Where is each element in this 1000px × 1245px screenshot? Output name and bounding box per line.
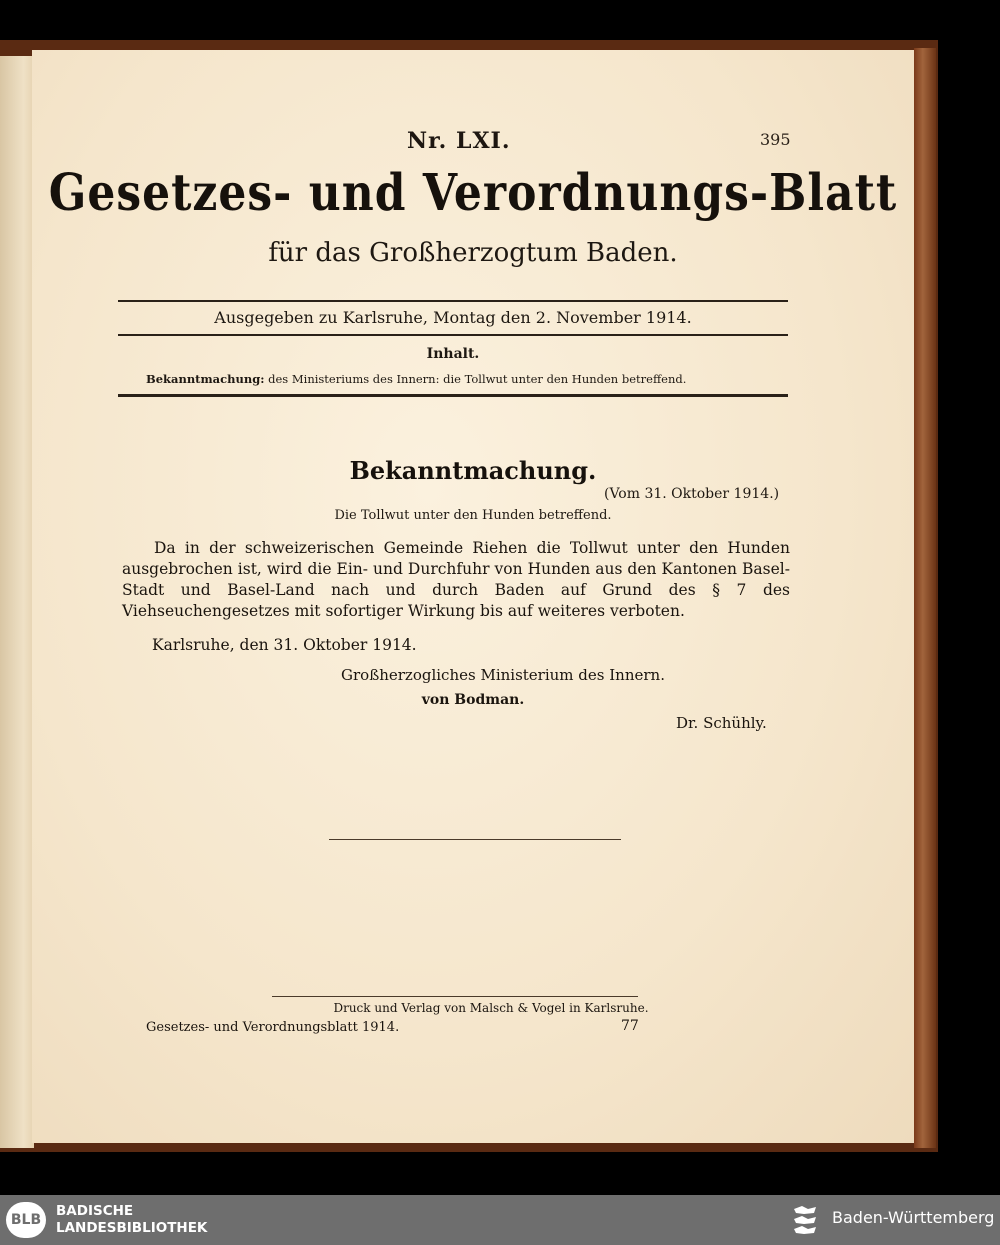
previous-page-edge bbox=[0, 56, 34, 1148]
divider bbox=[118, 300, 788, 302]
contents-text: des Ministeriums des Innern: die Tollwut unter den Hunden betreffend. bbox=[268, 372, 687, 386]
notice-heading: Bekanntmachung. bbox=[349, 456, 597, 485]
signer-official: Dr. Schühly. bbox=[676, 714, 767, 732]
contents-heading: Inhalt. bbox=[426, 346, 480, 362]
signer-minister: von Bodman. bbox=[421, 692, 525, 708]
document-subtitle: für das Großherzogtum Baden. bbox=[268, 238, 678, 268]
printer-line: Druck und Verlag von Malsch & Vogel in Karlsruhe. bbox=[333, 1001, 649, 1015]
viewer-footer-bar bbox=[0, 1195, 1000, 1245]
ministry-signature: Großherzogliches Ministerium des Innern. bbox=[341, 666, 665, 684]
blb-logo[interactable]: BLB bbox=[6, 1202, 46, 1238]
footer-publication: Gesetzes- und Verordnungsblatt 1914. bbox=[146, 1020, 400, 1035]
divider bbox=[118, 394, 788, 397]
state-name[interactable]: Baden-Württemberg bbox=[832, 1208, 995, 1227]
end-rule bbox=[329, 839, 621, 840]
library-name bbox=[56, 1203, 207, 1237]
library-name-line-2: LANDESBIBLIOTHEK bbox=[56, 1220, 208, 1236]
book-fore-edge bbox=[914, 48, 936, 1148]
footer-sheet-number: 77 bbox=[621, 1018, 639, 1034]
divider bbox=[118, 334, 788, 336]
place-date: Karlsruhe, den 31. Oktober 1914. bbox=[152, 636, 417, 654]
footer-rule bbox=[272, 996, 638, 997]
baden-wuerttemberg-lions-icon bbox=[790, 1203, 820, 1237]
contents-entry bbox=[146, 372, 686, 386]
notice-subject: Die Tollwut unter den Hunden betreffend. bbox=[334, 508, 612, 523]
notice-body: Da in der schweizerischen Gemeinde Riehen die Tollwut unter den Hunden ausgebrochen ist, wird die Ein- und Durchfuhr von Hunden aus den Kantonen Basel-Stadt und Basel-Land nach und durch Baden auf Grund des § 7 des Viehseuchengesetzes mit sofortiger Wirkung bis auf weiteres verboten. bbox=[122, 539, 790, 620]
contents-label: Bekanntmachung: bbox=[146, 372, 265, 386]
page-number: 395 bbox=[760, 130, 791, 149]
library-name-line-1: BADISCHE bbox=[56, 1203, 134, 1219]
notice-date: (Vom 31. Oktober 1914.) bbox=[604, 486, 780, 502]
issue-number: Nr. LXI. bbox=[407, 128, 511, 154]
document-page bbox=[32, 50, 914, 1143]
issue-date-line: Ausgegeben zu Karlsruhe, Montag den 2. November 1914. bbox=[214, 308, 692, 327]
document-title: Gesetzes- und Verordnungs-Blatt bbox=[48, 164, 898, 223]
